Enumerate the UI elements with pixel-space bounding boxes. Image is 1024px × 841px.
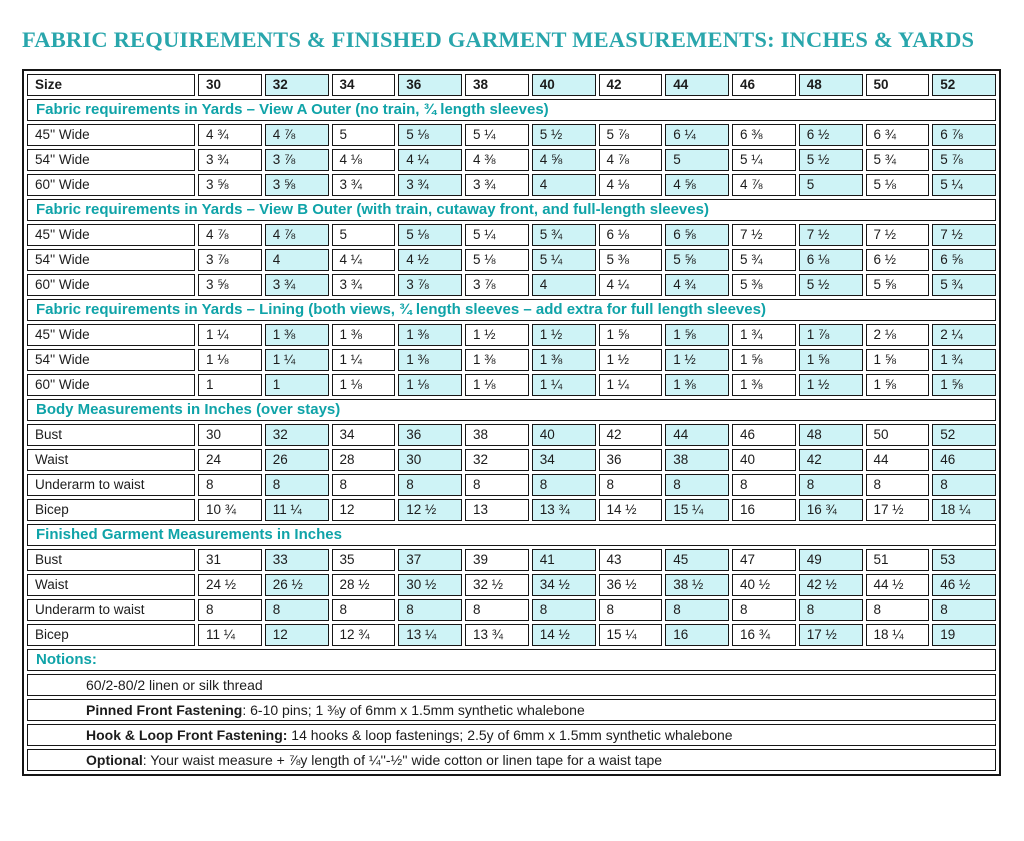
size-header-cell: 40: [532, 74, 596, 96]
value-cell: 17 ½: [866, 499, 930, 521]
value-cell: 8: [866, 474, 930, 496]
value-cell: 6 ¾: [866, 124, 930, 146]
value-cell: 1 ¼: [332, 349, 396, 371]
notion-row: [27, 749, 996, 771]
value-cell: 8: [265, 599, 329, 621]
value-cell: 3 ⅝: [198, 274, 262, 296]
value-cell: 1 ¼: [198, 324, 262, 346]
value-cell: 16: [665, 624, 729, 646]
value-cell: 11 ¼: [198, 624, 262, 646]
value-cell: 36: [398, 424, 462, 446]
value-cell: 1 ⅜: [398, 349, 462, 371]
section-heading: Fabric requirements in Yards – Lining (both views, ¾ length sleeves – add extra for full length sleeves): [27, 299, 996, 321]
value-cell: 8: [599, 474, 663, 496]
value-cell: 1 ⅛: [198, 349, 262, 371]
size-header-cell: 44: [665, 74, 729, 96]
value-cell: 5: [665, 149, 729, 171]
value-cell: 11 ¼: [265, 499, 329, 521]
value-cell: 8: [732, 599, 796, 621]
row-label: 60'' Wide: [27, 374, 195, 396]
value-cell: 12: [332, 499, 396, 521]
value-cell: 12 ¾: [332, 624, 396, 646]
value-cell: 24: [198, 449, 262, 471]
value-cell: 1: [265, 374, 329, 396]
data-row: [27, 549, 996, 571]
size-header-cell: 32: [265, 74, 329, 96]
row-label: Underarm to waist: [27, 474, 195, 496]
value-cell: 1 ¼: [265, 349, 329, 371]
value-cell: 4: [532, 174, 596, 196]
value-cell: 44 ½: [866, 574, 930, 596]
data-row: [27, 424, 996, 446]
value-cell: 19: [932, 624, 996, 646]
value-cell: 16 ¾: [732, 624, 796, 646]
value-cell: 6 ⅝: [665, 224, 729, 246]
value-cell: 1 ⅝: [932, 374, 996, 396]
value-cell: 1 ¾: [932, 349, 996, 371]
row-label: Bicep: [27, 624, 195, 646]
value-cell: 4 ¾: [198, 124, 262, 146]
value-cell: 5 ½: [799, 149, 863, 171]
value-cell: 26 ½: [265, 574, 329, 596]
value-cell: 24 ½: [198, 574, 262, 596]
value-cell: 4 ⅞: [265, 124, 329, 146]
value-cell: 5 ⅝: [866, 274, 930, 296]
value-cell: 2 ⅛: [866, 324, 930, 346]
value-cell: 4 ⅝: [665, 174, 729, 196]
value-cell: 8: [465, 599, 529, 621]
value-cell: 42: [799, 449, 863, 471]
value-cell: 1 ⅝: [866, 374, 930, 396]
value-cell: 3 ⅞: [398, 274, 462, 296]
value-cell: 3 ¾: [465, 174, 529, 196]
value-cell: 32: [465, 449, 529, 471]
value-cell: 1 ⅞: [799, 324, 863, 346]
value-cell: 3 ¾: [265, 274, 329, 296]
value-cell: 26: [265, 449, 329, 471]
data-row: [27, 449, 996, 471]
size-header-cell: 30: [198, 74, 262, 96]
value-cell: 5 ½: [532, 124, 596, 146]
value-cell: 1 ⅜: [265, 324, 329, 346]
value-cell: 6 ⅛: [599, 224, 663, 246]
value-cell: 8: [198, 474, 262, 496]
value-cell: 44: [665, 424, 729, 446]
row-label: 45'' Wide: [27, 224, 195, 246]
section-heading-row: [27, 524, 996, 546]
value-cell: 2 ¼: [932, 324, 996, 346]
notion-item: [27, 699, 996, 721]
value-cell: 1 ⅜: [532, 349, 596, 371]
section-heading: Body Measurements in Inches (over stays): [27, 399, 996, 421]
value-cell: 4 ⅛: [332, 149, 396, 171]
value-cell: 41: [532, 549, 596, 571]
value-cell: 8: [332, 599, 396, 621]
value-cell: 8: [665, 599, 729, 621]
section-heading: Fabric requirements in Yards – View A Outer (no train, ¾ length sleeves): [27, 99, 996, 121]
value-cell: 34: [332, 424, 396, 446]
value-cell: 39: [465, 549, 529, 571]
value-cell: 30 ½: [398, 574, 462, 596]
value-cell: 5 ¼: [732, 149, 796, 171]
value-cell: 8: [732, 474, 796, 496]
value-cell: 36: [599, 449, 663, 471]
data-row: [27, 124, 996, 146]
value-cell: 1 ½: [599, 349, 663, 371]
value-cell: 43: [599, 549, 663, 571]
value-cell: 14 ½: [532, 624, 596, 646]
value-cell: 4 ⅛: [599, 174, 663, 196]
value-cell: 4 ⅞: [599, 149, 663, 171]
size-header-cell: 52: [932, 74, 996, 96]
value-cell: 36 ½: [599, 574, 663, 596]
value-cell: 13: [465, 499, 529, 521]
value-cell: 1 ⅝: [866, 349, 930, 371]
page-title: FABRIC REQUIREMENTS & FINISHED GARMENT MEASUREMENTS: INCHES & YARDS: [22, 27, 975, 52]
value-cell: 42: [599, 424, 663, 446]
size-header-cell: 42: [599, 74, 663, 96]
data-row: [27, 324, 996, 346]
notion-row: [27, 724, 996, 746]
value-cell: 38: [465, 424, 529, 446]
measurements-table: [22, 69, 1001, 776]
value-cell: 6 ⅛: [799, 249, 863, 271]
value-cell: 34: [532, 449, 596, 471]
value-cell: 4 ¾: [665, 274, 729, 296]
value-cell: 15 ¼: [599, 624, 663, 646]
value-cell: 5 ¾: [932, 274, 996, 296]
value-cell: 38 ½: [665, 574, 729, 596]
value-cell: 8: [332, 474, 396, 496]
notion-item: [27, 674, 996, 696]
value-cell: 28: [332, 449, 396, 471]
value-cell: 33: [265, 549, 329, 571]
value-cell: 7 ½: [732, 224, 796, 246]
value-cell: 5 ⅞: [932, 149, 996, 171]
value-cell: 3 ¾: [332, 174, 396, 196]
value-cell: 5: [799, 174, 863, 196]
value-cell: 1 ⅝: [799, 349, 863, 371]
section-heading-row: [27, 299, 996, 321]
row-label: Bicep: [27, 499, 195, 521]
data-row: [27, 349, 996, 371]
value-cell: 5 ⅛: [866, 174, 930, 196]
notion-item: [27, 724, 996, 746]
value-cell: 3 ¾: [198, 149, 262, 171]
value-cell: 4 ⅞: [198, 224, 262, 246]
row-label: Bust: [27, 549, 195, 571]
value-cell: 51: [866, 549, 930, 571]
value-cell: 1 ¾: [732, 324, 796, 346]
value-cell: 4: [532, 274, 596, 296]
value-cell: 5 ¼: [465, 124, 529, 146]
value-cell: 3 ¾: [332, 274, 396, 296]
value-cell: 38: [665, 449, 729, 471]
value-cell: 46: [732, 424, 796, 446]
value-cell: 5 ½: [799, 274, 863, 296]
value-cell: 7 ½: [932, 224, 996, 246]
value-cell: 3 ⅝: [198, 174, 262, 196]
value-cell: 53: [932, 549, 996, 571]
value-cell: 44: [866, 449, 930, 471]
value-cell: 4 ⅝: [532, 149, 596, 171]
value-cell: 1 ¼: [599, 374, 663, 396]
section-heading-row: [27, 99, 996, 121]
row-label: 54'' Wide: [27, 349, 195, 371]
data-row: [27, 149, 996, 171]
value-cell: 1 ¼: [532, 374, 596, 396]
size-header-cell: 38: [465, 74, 529, 96]
value-cell: 5 ⅛: [398, 224, 462, 246]
value-cell: 5 ⅜: [732, 274, 796, 296]
notion-item-text: 14 hooks & loop fastenings; 2.5y of 6mm x 1.5mm synthetic whalebone: [287, 727, 733, 743]
value-cell: 31: [198, 549, 262, 571]
value-cell: 13 ¾: [465, 624, 529, 646]
notion-item-text: : Your waist measure + ⅞y length of ¼''-½'' wide cotton or linen tape for a waist tape: [142, 752, 663, 768]
size-header-row: [27, 74, 996, 96]
value-cell: 5 ¾: [732, 249, 796, 271]
data-row: [27, 624, 996, 646]
value-cell: 5 ¾: [532, 224, 596, 246]
value-cell: 48: [799, 424, 863, 446]
data-row: [27, 474, 996, 496]
value-cell: 8: [198, 599, 262, 621]
row-label: 60'' Wide: [27, 274, 195, 296]
value-cell: 37: [398, 549, 462, 571]
value-cell: 4 ⅞: [732, 174, 796, 196]
value-cell: 40 ½: [732, 574, 796, 596]
size-header-cell: 36: [398, 74, 462, 96]
value-cell: 17 ½: [799, 624, 863, 646]
value-cell: 12: [265, 624, 329, 646]
value-cell: 6 ½: [799, 124, 863, 146]
value-cell: 8: [932, 599, 996, 621]
value-cell: 3 ⅝: [265, 174, 329, 196]
value-cell: 1 ⅜: [332, 324, 396, 346]
notion-row: [27, 699, 996, 721]
value-cell: 4 ½: [398, 249, 462, 271]
value-cell: 13 ¼: [398, 624, 462, 646]
value-cell: 4: [265, 249, 329, 271]
value-cell: 8: [532, 474, 596, 496]
value-cell: 6 ⅞: [932, 124, 996, 146]
value-cell: 42 ½: [799, 574, 863, 596]
value-cell: 8: [265, 474, 329, 496]
value-cell: 8: [599, 599, 663, 621]
value-cell: 18 ¼: [932, 499, 996, 521]
size-header-cell: 48: [799, 74, 863, 96]
section-heading: Finished Garment Measurements in Inches: [27, 524, 996, 546]
value-cell: 5 ¼: [932, 174, 996, 196]
value-cell: 5 ⅝: [665, 249, 729, 271]
data-row: [27, 574, 996, 596]
value-cell: 1 ⅜: [398, 324, 462, 346]
row-label: Waist: [27, 574, 195, 596]
section-heading-row: [27, 199, 996, 221]
value-cell: 3 ¾: [398, 174, 462, 196]
value-cell: 7 ½: [799, 224, 863, 246]
value-cell: 8: [465, 474, 529, 496]
data-row: [27, 599, 996, 621]
data-row: [27, 249, 996, 271]
value-cell: 40: [532, 424, 596, 446]
value-cell: 5 ¼: [532, 249, 596, 271]
value-cell: 49: [799, 549, 863, 571]
value-cell: 6 ⅝: [932, 249, 996, 271]
value-cell: 6 ½: [866, 249, 930, 271]
row-label: Waist: [27, 449, 195, 471]
value-cell: 4 ⅜: [465, 149, 529, 171]
size-header-label: Size: [27, 74, 195, 96]
value-cell: 18 ¼: [866, 624, 930, 646]
value-cell: 8: [665, 474, 729, 496]
value-cell: 1 ½: [465, 324, 529, 346]
value-cell: 5 ⅛: [465, 249, 529, 271]
value-cell: 5 ⅞: [599, 124, 663, 146]
row-label: 54'' Wide: [27, 149, 195, 171]
value-cell: 5: [332, 124, 396, 146]
notion-item-lead: Hook & Loop Front Fastening:: [86, 727, 288, 743]
value-cell: 40: [732, 449, 796, 471]
size-header-cell: 46: [732, 74, 796, 96]
data-row: [27, 499, 996, 521]
value-cell: 4 ⅞: [265, 224, 329, 246]
notion-item: [27, 749, 996, 771]
size-header-cell: 50: [866, 74, 930, 96]
data-row: [27, 224, 996, 246]
row-label: 60'' Wide: [27, 174, 195, 196]
section-heading-row: [27, 399, 996, 421]
value-cell: 15 ¼: [665, 499, 729, 521]
row-label: 45'' Wide: [27, 124, 195, 146]
notion-item-text: : 6-10 pins; 1 ⅜y of 6mm x 1.5mm synthetic whalebone: [242, 702, 585, 718]
data-row: [27, 374, 996, 396]
value-cell: 1 ½: [665, 349, 729, 371]
value-cell: 5: [332, 224, 396, 246]
value-cell: 8: [799, 599, 863, 621]
value-cell: 35: [332, 549, 396, 571]
value-cell: 16 ¾: [799, 499, 863, 521]
value-cell: 1 ⅜: [732, 374, 796, 396]
section-heading: Fabric requirements in Yards – View B Outer (with train, cutaway front, and full-length sleeves): [27, 199, 996, 221]
row-label: Bust: [27, 424, 195, 446]
value-cell: 1 ⅛: [465, 374, 529, 396]
value-cell: 52: [932, 424, 996, 446]
value-cell: 34 ½: [532, 574, 596, 596]
value-cell: 1 ⅛: [398, 374, 462, 396]
value-cell: 8: [932, 474, 996, 496]
value-cell: 5 ⅜: [599, 249, 663, 271]
value-cell: 50: [866, 424, 930, 446]
value-cell: 1 ⅝: [732, 349, 796, 371]
value-cell: 3 ⅞: [198, 249, 262, 271]
row-label: 54'' Wide: [27, 249, 195, 271]
data-row: [27, 174, 996, 196]
value-cell: 8: [799, 474, 863, 496]
value-cell: 5 ¼: [465, 224, 529, 246]
value-cell: 6 ¼: [665, 124, 729, 146]
row-label: 45'' Wide: [27, 324, 195, 346]
value-cell: 1 ⅜: [665, 374, 729, 396]
notion-item-lead: Pinned Front Fastening: [86, 702, 243, 718]
value-cell: 1 ⅝: [665, 324, 729, 346]
value-cell: 4 ¼: [332, 249, 396, 271]
value-cell: 32 ½: [465, 574, 529, 596]
value-cell: 13 ¾: [532, 499, 596, 521]
value-cell: 10 ¾: [198, 499, 262, 521]
value-cell: 45: [665, 549, 729, 571]
value-cell: 1: [198, 374, 262, 396]
row-label: Underarm to waist: [27, 599, 195, 621]
value-cell: 1 ⅛: [332, 374, 396, 396]
value-cell: 1 ½: [799, 374, 863, 396]
data-row: [27, 274, 996, 296]
notions-heading-row: [27, 649, 996, 671]
value-cell: 32: [265, 424, 329, 446]
value-cell: 30: [398, 449, 462, 471]
notion-item-text: 60/2-80/2 linen or silk thread: [86, 677, 263, 693]
value-cell: 47: [732, 549, 796, 571]
notions-heading: Notions:: [27, 649, 996, 671]
value-cell: 30: [198, 424, 262, 446]
value-cell: 1 ½: [532, 324, 596, 346]
notion-item-lead: Optional: [86, 752, 143, 768]
value-cell: 4 ¼: [599, 274, 663, 296]
value-cell: 5 ¾: [866, 149, 930, 171]
value-cell: 1 ⅝: [599, 324, 663, 346]
notion-row: [27, 674, 996, 696]
value-cell: 46: [932, 449, 996, 471]
value-cell: 8: [398, 474, 462, 496]
value-cell: 1 ⅜: [465, 349, 529, 371]
value-cell: 14 ½: [599, 499, 663, 521]
value-cell: 3 ⅞: [465, 274, 529, 296]
value-cell: 7 ½: [866, 224, 930, 246]
value-cell: 3 ⅞: [265, 149, 329, 171]
value-cell: 8: [398, 599, 462, 621]
size-header-cell: 34: [332, 74, 396, 96]
value-cell: 46 ½: [932, 574, 996, 596]
value-cell: 6 ⅜: [732, 124, 796, 146]
value-cell: 28 ½: [332, 574, 396, 596]
value-cell: 5 ⅛: [398, 124, 462, 146]
value-cell: 4 ¼: [398, 149, 462, 171]
value-cell: 8: [532, 599, 596, 621]
value-cell: 8: [866, 599, 930, 621]
value-cell: 16: [732, 499, 796, 521]
value-cell: 12 ½: [398, 499, 462, 521]
